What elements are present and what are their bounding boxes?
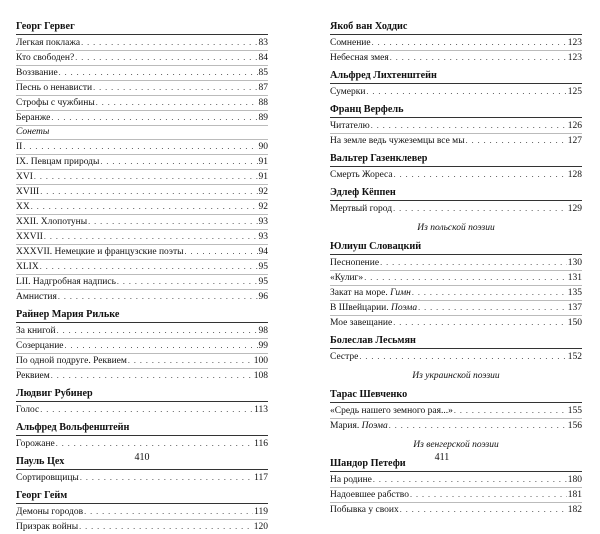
left-page: [0, 0, 300, 532]
entry-title-text: Голос: [16, 405, 40, 415]
toc-entry: [16, 369, 268, 383]
entry-page-number: 99: [258, 341, 268, 351]
entry-title: [16, 370, 50, 383]
entry-title: [330, 203, 392, 216]
leader-dots: [371, 119, 567, 132]
author-section: [16, 308, 268, 383]
author-section: [330, 103, 582, 148]
entry-title: [330, 287, 411, 300]
entry-title-text: Призрак войны: [16, 522, 79, 532]
entry-title-text: XXVII: [16, 232, 43, 242]
toc-entry: [330, 168, 582, 182]
author-section: [330, 152, 582, 182]
toc-entry: [16, 140, 268, 155]
author-name: Шандор Петефи: [330, 457, 582, 472]
leader-dots: [454, 404, 567, 417]
toc-entry: [330, 350, 582, 364]
author-section: [330, 69, 582, 99]
entry-title-text: По одной подруге. Реквием: [16, 356, 127, 366]
entry-page-number: 85: [258, 68, 268, 78]
entry-title-text: Беранже: [16, 113, 51, 123]
author-name: Пауль Цех: [16, 455, 268, 470]
leader-dots: [393, 202, 567, 215]
leader-dots: [359, 350, 566, 363]
leader-dots: [80, 471, 253, 484]
toc-entry: [16, 354, 268, 369]
entry-title-text: Сумерки: [330, 87, 366, 97]
entry-title: [16, 82, 92, 95]
author-name: Райнер Мария Рильке: [16, 308, 268, 323]
author-name: Людвиг Рубинер: [16, 387, 268, 402]
toc-entry: [16, 51, 268, 66]
author-section: [330, 186, 582, 216]
toc-entry: [16, 230, 268, 245]
author-name: Якоб ван Ходдис: [330, 20, 582, 35]
entry-title: [16, 67, 58, 80]
language-group-heading: Из венгерской поэзии: [413, 440, 499, 450]
leader-dots: [59, 66, 258, 79]
leader-dots: [75, 51, 257, 64]
entry-title: [330, 420, 388, 433]
leader-dots: [96, 96, 258, 109]
author-name: Болеслав Лесьмян: [330, 334, 582, 349]
toc-entry: [16, 111, 268, 126]
entry-title: [16, 171, 33, 184]
entry-page-number: 94: [258, 247, 268, 257]
entry-title: [16, 37, 80, 50]
leader-dots: [58, 290, 258, 303]
entry-title-text: XVIII: [16, 187, 40, 197]
author-name: Эдлеф Кёппен: [330, 186, 582, 201]
toc-entry: [16, 215, 268, 230]
entry-title: [330, 257, 379, 270]
entry-title-text: Кто свободен?: [16, 53, 75, 63]
leader-dots: [380, 256, 567, 269]
language-group-heading: Из украинской поэзии: [412, 371, 500, 381]
entry-page-number: 91: [258, 157, 268, 167]
entry-title: [330, 317, 392, 330]
entry-title: [16, 521, 78, 534]
toc-entry: [330, 419, 582, 433]
entry-title: [16, 276, 116, 289]
right-toc-column: [330, 20, 582, 517]
leader-dots: [364, 271, 567, 284]
toc-entry: [330, 202, 582, 216]
toc-entry: [330, 51, 582, 65]
entry-title: [16, 216, 87, 229]
entry-title-text: Надоевшее рабство: [330, 490, 409, 500]
entry-title-text: Побывка у своих: [330, 505, 399, 515]
entry-page-number: 93: [258, 217, 268, 227]
leader-dots: [466, 134, 567, 147]
entry-title-text: XX: [16, 202, 30, 212]
entry-page-number: 92: [258, 202, 268, 212]
author-section: [16, 489, 268, 534]
author-name: Вальтер Газенклевер: [330, 152, 582, 167]
entry-page-number: 126: [567, 121, 582, 131]
author-name: Юлиуш Словацкий: [330, 240, 582, 255]
entry-title-text: XXXVII. Немецкие и французские поэты: [16, 247, 184, 257]
leader-dots: [51, 369, 253, 382]
entry-title: [16, 261, 39, 274]
entry-title-text: Небесная змея: [330, 53, 389, 63]
leader-dots: [23, 140, 257, 153]
entry-title-italic: Поэма: [361, 421, 388, 431]
entry-page-number: 116: [254, 439, 268, 449]
entry-title-text: Мертвый город: [330, 204, 393, 214]
entry-title: [330, 135, 465, 148]
toc-entry: [330, 503, 582, 517]
entry-title: [16, 112, 50, 125]
leader-dots: [56, 437, 253, 450]
entry-title: [330, 351, 358, 364]
entry-title-text: XLIX: [16, 262, 39, 272]
toc-entry: [330, 316, 582, 330]
entry-title-text: Амнистия: [16, 292, 57, 302]
toc-entry: [330, 119, 582, 134]
toc-entry: [16, 290, 268, 304]
entry-title: [16, 325, 56, 338]
entry-page-number: 182: [567, 505, 582, 515]
leader-dots: [389, 419, 567, 432]
entry-title-text: Сортировщицы: [16, 473, 79, 483]
entry-title-text: II: [16, 142, 23, 152]
entry-title-text: LII. Надгробная надпись: [16, 277, 116, 287]
author-section: [16, 20, 268, 304]
leader-dots: [31, 200, 258, 213]
author-name: Георг Гервег: [16, 20, 268, 35]
entry-page-number: 120: [253, 522, 268, 532]
toc-entry: [330, 36, 582, 51]
right-page: [300, 0, 600, 515]
entry-page-number: 92: [258, 187, 268, 197]
entry-title-text: Сестре: [330, 352, 359, 362]
author-section: [330, 20, 582, 65]
leader-dots: [366, 85, 566, 98]
subsection-heading: Сонеты: [16, 126, 268, 140]
toc-entry: [16, 403, 268, 417]
entry-title: [16, 231, 43, 244]
toc-entry: [330, 301, 582, 316]
toc-entry: [16, 96, 268, 111]
toc-entry: [16, 81, 268, 96]
toc-entry: [330, 473, 582, 488]
entry-title: [330, 52, 389, 65]
entry-title: [330, 405, 453, 418]
toc-entry: [16, 339, 268, 354]
leader-dots: [51, 111, 257, 124]
toc-entry: [16, 520, 268, 534]
leader-dots: [65, 339, 258, 352]
leader-dots: [117, 275, 258, 288]
entry-page-number: 127: [567, 136, 582, 146]
toc-entry: [16, 185, 268, 200]
leader-dots: [418, 301, 567, 314]
entry-title: [16, 472, 79, 485]
entry-page-number: 125: [567, 87, 582, 97]
author-name: Георг Гейм: [16, 489, 268, 504]
entry-page-number: 90: [258, 142, 268, 152]
entry-title: [16, 438, 55, 451]
entry-title: [16, 291, 57, 304]
entry-page-number: 87: [258, 83, 268, 93]
toc-entry: [330, 134, 582, 148]
leader-dots: [100, 155, 257, 168]
language-group-heading: Из польской поэзии: [417, 223, 495, 233]
entry-page-number: 95: [258, 277, 268, 287]
entry-title: [16, 506, 83, 519]
entry-title-text: Читателю: [330, 121, 370, 131]
author-name: Альфред Лихтенштейн: [330, 69, 582, 84]
entry-page-number: 84: [258, 53, 268, 63]
entry-title-text: За книгой: [16, 326, 56, 336]
leader-dots: [185, 245, 258, 258]
entry-title-text: Реквием: [16, 371, 50, 381]
entry-title: [16, 141, 22, 154]
entry-page-number: 128: [567, 170, 582, 180]
leader-dots: [393, 316, 567, 329]
entry-title: [16, 246, 184, 259]
toc-entry: [330, 488, 582, 503]
entry-title-italic: Поэма: [391, 303, 418, 313]
entry-page-number: 137: [567, 303, 582, 313]
leader-dots: [390, 51, 567, 64]
entry-page-number: 93: [258, 232, 268, 242]
toc-entry: [330, 85, 582, 99]
entry-title: [330, 504, 399, 517]
entry-title-text: Мое завещание: [330, 318, 393, 328]
entry-title: [16, 52, 74, 65]
toc-entry: [16, 155, 268, 170]
toc-entry: [16, 260, 268, 275]
entry-title: [330, 37, 371, 50]
toc-entry: [16, 324, 268, 339]
leader-dots: [410, 488, 567, 501]
entry-title-text: В Швейцарии.: [330, 303, 389, 313]
entry-page-number: 131: [567, 273, 582, 283]
leader-dots: [40, 260, 258, 273]
leader-dots: [34, 170, 258, 183]
leader-dots: [412, 286, 567, 299]
entry-title-text: «Кулиг»: [330, 273, 364, 283]
entry-page-number: 96: [258, 292, 268, 302]
leader-dots: [81, 36, 257, 49]
entry-page-number: 156: [567, 421, 582, 431]
right-page-number: 411: [434, 452, 450, 463]
entry-page-number: 135: [567, 288, 582, 298]
toc-entry: [330, 286, 582, 301]
toc-entry: [16, 505, 268, 520]
toc-entry: [330, 256, 582, 271]
author-section: [330, 388, 582, 433]
entry-title-text: На земле ведь чужеземцы все мы: [330, 136, 465, 146]
entry-title: [330, 86, 365, 99]
leader-dots: [128, 354, 253, 367]
entry-title: [330, 302, 417, 315]
leader-dots: [394, 168, 567, 181]
entry-title: [16, 201, 30, 214]
entry-title: [330, 169, 393, 182]
entry-page-number: 155: [567, 406, 582, 416]
entry-title-text: Песнь о ненависти: [16, 83, 93, 93]
entry-page-number: 89: [258, 113, 268, 123]
entry-title-text: Демоны городов: [16, 507, 84, 517]
entry-page-number: 113: [254, 405, 268, 415]
entry-title-text: Легкая поклажа: [16, 38, 81, 48]
author-section: [16, 421, 268, 451]
toc-entry: [16, 437, 268, 451]
toc-entry: [16, 200, 268, 215]
toc-entry: [16, 275, 268, 290]
author-name: Франц Верфель: [330, 103, 582, 118]
entry-page-number: 123: [567, 53, 582, 63]
leader-dots: [44, 230, 258, 243]
entry-title-text: XXII. Хлопотуны: [16, 217, 88, 227]
leader-dots: [79, 520, 253, 533]
entry-page-number: 150: [567, 318, 582, 328]
entry-title-text: «Средь нашего земного рая...»: [330, 406, 453, 416]
author-section: [330, 334, 582, 364]
author-section: [330, 240, 582, 330]
entry-title: [330, 272, 363, 285]
entry-title-text: Созерцание: [16, 341, 64, 351]
toc-entry: [16, 245, 268, 260]
entry-page-number: 123: [567, 38, 582, 48]
entry-title-text: Мария.: [330, 421, 360, 431]
toc-entry: [330, 271, 582, 286]
entry-title-text: Воззвание: [16, 68, 58, 78]
leader-dots: [88, 215, 257, 228]
left-page-number: 410: [134, 452, 150, 463]
entry-title: [330, 474, 372, 487]
entry-page-number: 83: [258, 38, 268, 48]
entry-title: [16, 186, 39, 199]
entry-title: [16, 340, 64, 353]
author-section: [16, 387, 268, 417]
entry-title-text: Закат на море.: [330, 288, 388, 298]
leader-dots: [40, 403, 253, 416]
entry-page-number: 95: [258, 262, 268, 272]
entry-page-number: 130: [567, 258, 582, 268]
toc-entry: [16, 471, 268, 485]
toc-entry: [16, 66, 268, 81]
entry-title-text: Песнопение: [330, 258, 380, 268]
entry-title-text: Строфы с чужбины: [16, 98, 95, 108]
entry-page-number: 129: [567, 204, 582, 214]
leader-dots: [93, 81, 257, 94]
leader-dots: [84, 505, 253, 518]
toc-entry: [16, 36, 268, 51]
leader-dots: [373, 473, 567, 486]
entry-title-text: XVI: [16, 172, 33, 182]
entry-title-text: Смерть Жореса: [330, 170, 393, 180]
author-name: Альфред Вольфенштейн: [16, 421, 268, 436]
entry-page-number: 108: [253, 371, 268, 381]
entry-page-number: 180: [567, 475, 582, 485]
leader-dots: [372, 36, 567, 49]
entry-title: [330, 120, 370, 133]
entry-page-number: 119: [254, 507, 268, 517]
entry-title: [16, 355, 127, 368]
toc-entry: [330, 404, 582, 419]
entry-title-italic: Гимн: [390, 288, 411, 298]
entry-title-text: IX. Певцам природы: [16, 157, 100, 167]
leader-dots: [400, 503, 567, 516]
entry-page-number: 152: [567, 352, 582, 362]
entry-title: [16, 97, 95, 110]
entry-page-number: 91: [258, 172, 268, 182]
entry-title-text: Горожане: [16, 439, 55, 449]
entry-page-number: 181: [567, 490, 582, 500]
entry-page-number: 100: [253, 356, 268, 366]
toc-entry: [16, 170, 268, 185]
entry-page-number: 88: [258, 98, 268, 108]
entry-title: [330, 489, 409, 502]
entry-title-text: Сомнение: [330, 38, 371, 48]
leader-dots: [57, 324, 258, 337]
author-name: Тарас Шевченко: [330, 388, 582, 403]
entry-title: [16, 156, 99, 169]
entry-page-number: 98: [258, 326, 268, 336]
entry-title-text: На родине: [330, 475, 372, 485]
entry-page-number: 117: [254, 473, 268, 483]
leader-dots: [40, 185, 257, 198]
author-section: [330, 457, 582, 517]
entry-title: [16, 404, 39, 417]
